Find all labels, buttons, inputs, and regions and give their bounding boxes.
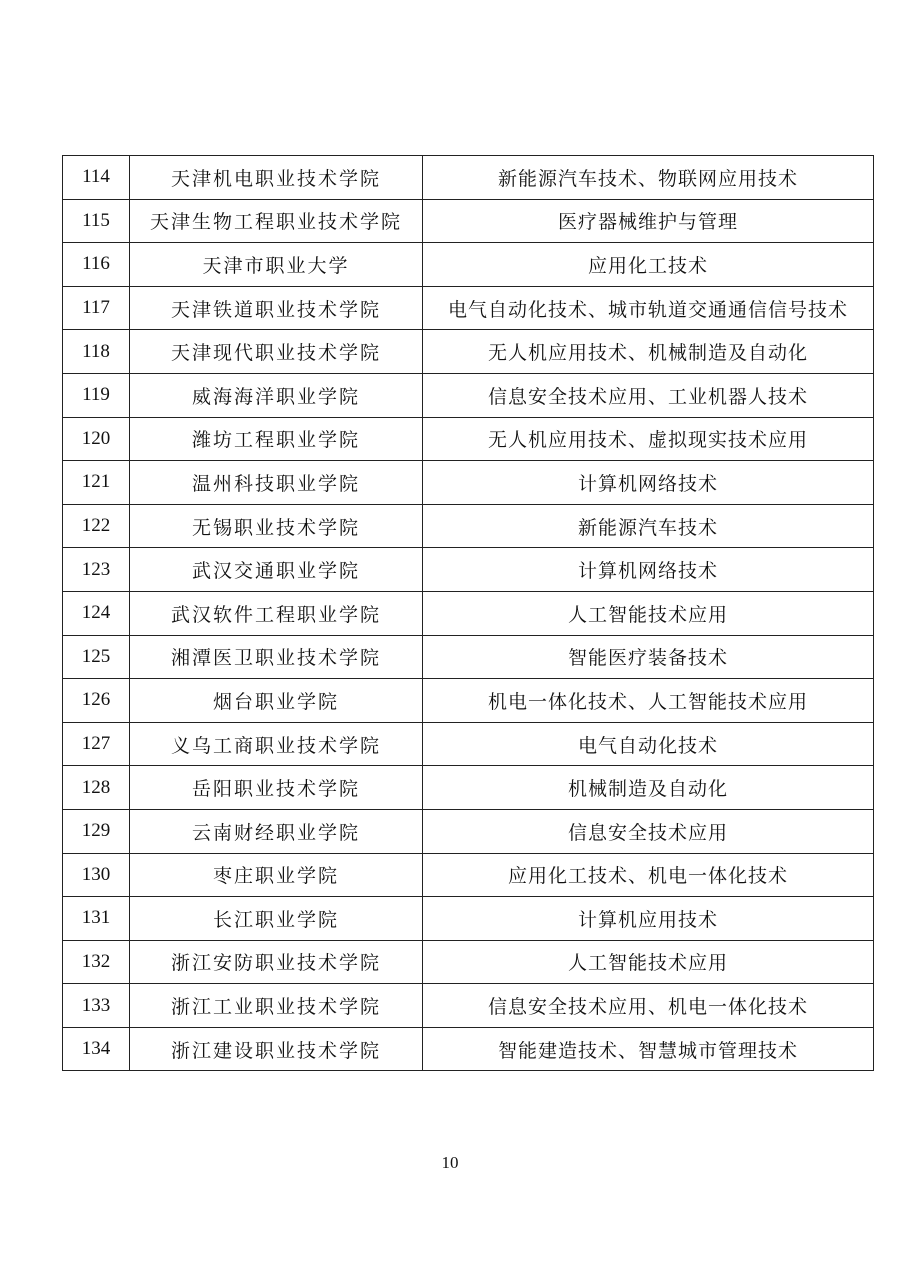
table-row <box>63 809 874 853</box>
table-row <box>63 156 874 200</box>
table-row <box>63 461 874 505</box>
table-row <box>63 853 874 897</box>
row-number-cell: 132 <box>63 940 130 984</box>
major-cell: 信息安全技术应用、工业机器人技术 <box>423 373 874 417</box>
table-row <box>63 635 874 679</box>
row-number-cell: 125 <box>63 635 130 679</box>
table-row <box>63 897 874 941</box>
table-row <box>63 940 874 984</box>
school-name-cell: 温州科技职业学院 <box>130 461 423 505</box>
table-row <box>63 1027 874 1071</box>
row-number-cell: 115 <box>63 199 130 243</box>
school-name-cell: 浙江建设职业技术学院 <box>130 1027 423 1071</box>
major-cell: 应用化工技术、机电一体化技术 <box>423 853 874 897</box>
school-name-cell: 长江职业学院 <box>130 897 423 941</box>
school-name-cell: 浙江工业职业技术学院 <box>130 984 423 1028</box>
major-cell: 智能建造技术、智慧城市管理技术 <box>423 1027 874 1071</box>
row-number-cell: 128 <box>63 766 130 810</box>
table-row <box>63 679 874 723</box>
school-name-cell: 无锡职业技术学院 <box>130 504 423 548</box>
row-number-cell: 127 <box>63 722 130 766</box>
major-cell: 电气自动化技术 <box>423 722 874 766</box>
school-name-cell: 潍坊工程职业学院 <box>130 417 423 461</box>
row-number-cell: 114 <box>63 156 130 200</box>
major-cell: 新能源汽车技术、物联网应用技术 <box>423 156 874 200</box>
major-cell: 机电一体化技术、人工智能技术应用 <box>423 679 874 723</box>
major-cell: 计算机网络技术 <box>423 548 874 592</box>
row-number-cell: 119 <box>63 373 130 417</box>
table-row <box>63 722 874 766</box>
row-number-cell: 126 <box>63 679 130 723</box>
row-number-cell: 130 <box>63 853 130 897</box>
table-row <box>63 417 874 461</box>
major-cell: 信息安全技术应用、机电一体化技术 <box>423 984 874 1028</box>
table-row <box>63 591 874 635</box>
major-cell: 人工智能技术应用 <box>423 940 874 984</box>
row-number-cell: 122 <box>63 504 130 548</box>
school-name-cell: 武汉软件工程职业学院 <box>130 591 423 635</box>
row-number-cell: 123 <box>63 548 130 592</box>
table-row <box>63 984 874 1028</box>
major-cell: 机械制造及自动化 <box>423 766 874 810</box>
major-cell: 信息安全技术应用 <box>423 809 874 853</box>
page-number: 10 <box>441 1153 459 1172</box>
major-cell: 计算机网络技术 <box>423 461 874 505</box>
row-number-cell: 120 <box>63 417 130 461</box>
school-name-cell: 义乌工商职业技术学院 <box>130 722 423 766</box>
table-row <box>63 373 874 417</box>
school-name-cell: 天津市职业大学 <box>130 243 423 287</box>
school-name-cell: 武汉交通职业学院 <box>130 548 423 592</box>
row-number-cell: 121 <box>63 461 130 505</box>
major-cell: 应用化工技术 <box>423 243 874 287</box>
school-name-cell: 岳阳职业技术学院 <box>130 766 423 810</box>
major-cell: 医疗器械维护与管理 <box>423 199 874 243</box>
row-number-cell: 131 <box>63 897 130 941</box>
table-row <box>63 243 874 287</box>
major-cell: 新能源汽车技术 <box>423 504 874 548</box>
school-name-cell: 威海海洋职业学院 <box>130 373 423 417</box>
row-number-cell: 118 <box>63 330 130 374</box>
table-body <box>63 156 874 1071</box>
school-name-cell: 浙江安防职业技术学院 <box>130 940 423 984</box>
school-name-cell: 天津机电职业技术学院 <box>130 156 423 200</box>
table-row <box>63 548 874 592</box>
table-row <box>63 504 874 548</box>
table-row <box>63 286 874 330</box>
school-name-cell: 枣庄职业学院 <box>130 853 423 897</box>
school-major-table <box>62 155 874 1071</box>
school-name-cell: 天津现代职业技术学院 <box>130 330 423 374</box>
major-cell: 电气自动化技术、城市轨道交通通信信号技术 <box>423 286 874 330</box>
table-row <box>63 766 874 810</box>
school-name-cell: 天津生物工程职业技术学院 <box>130 199 423 243</box>
school-name-cell: 湘潭医卫职业技术学院 <box>130 635 423 679</box>
major-cell: 智能医疗装备技术 <box>423 635 874 679</box>
school-name-cell: 云南财经职业学院 <box>130 809 423 853</box>
row-number-cell: 116 <box>63 243 130 287</box>
row-number-cell: 129 <box>63 809 130 853</box>
row-number-cell: 134 <box>63 1027 130 1071</box>
table-row <box>63 330 874 374</box>
major-cell: 无人机应用技术、机械制造及自动化 <box>423 330 874 374</box>
school-name-cell: 天津铁道职业技术学院 <box>130 286 423 330</box>
row-number-cell: 117 <box>63 286 130 330</box>
major-cell: 人工智能技术应用 <box>423 591 874 635</box>
major-cell: 计算机应用技术 <box>423 897 874 941</box>
school-name-cell: 烟台职业学院 <box>130 679 423 723</box>
major-cell: 无人机应用技术、虚拟现实技术应用 <box>423 417 874 461</box>
row-number-cell: 124 <box>63 591 130 635</box>
table-row <box>63 199 874 243</box>
row-number-cell: 133 <box>63 984 130 1028</box>
